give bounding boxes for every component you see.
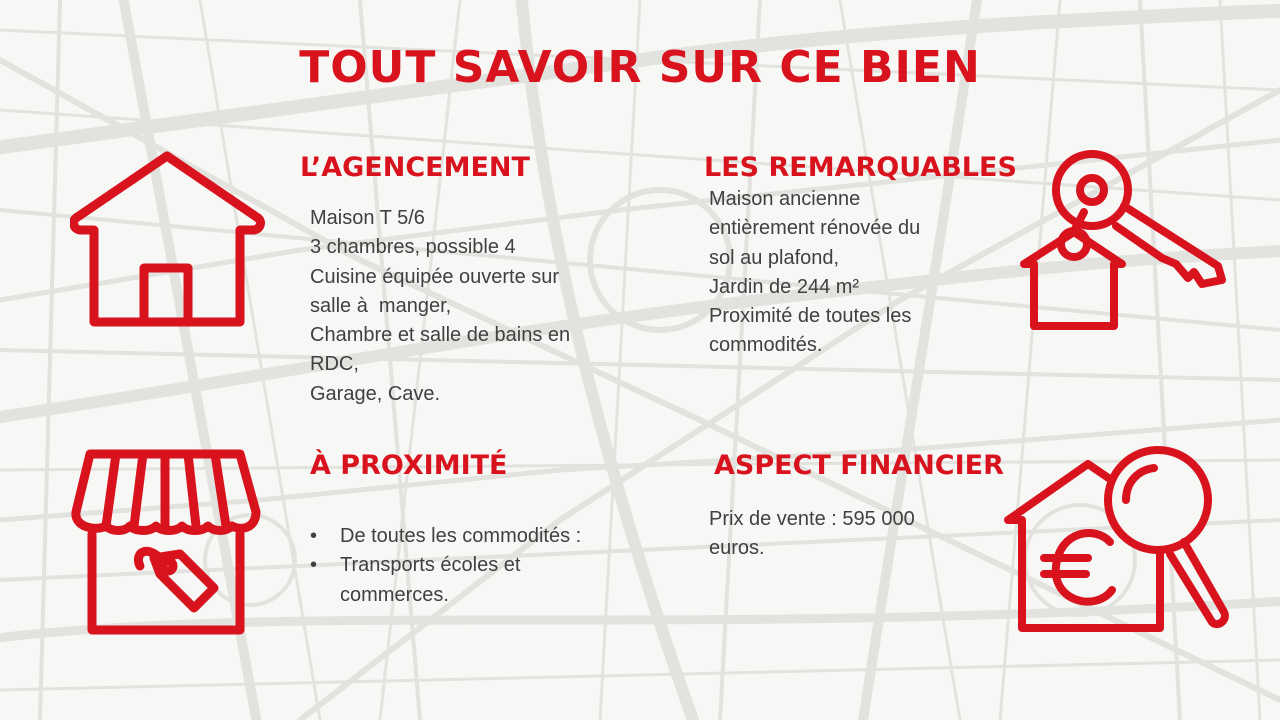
- list-item: [310, 522, 581, 551]
- agencement-text: [310, 204, 570, 409]
- house-icon: [70, 150, 265, 335]
- remarquables-line: sol au plafond,: [709, 246, 840, 269]
- agencement-line: RDC,: [310, 353, 359, 376]
- house-euro-search-icon: [1000, 442, 1240, 642]
- remarquables-text: [709, 185, 920, 361]
- agencement-line: salle à manger,: [310, 294, 452, 317]
- remarquables-line: Jardin de 244 m²: [709, 275, 860, 298]
- remarquables-line: Maison ancienne: [709, 188, 861, 210]
- remarquables-line: commodités.: [709, 334, 823, 357]
- agencement-line: Chambre et salle de bains en: [310, 324, 571, 347]
- agencement-line: Maison T 5/6: [310, 207, 425, 229]
- agencement-heading: L’AGENCEMENT: [300, 152, 530, 183]
- proximite-item-text: • Transports écoles et: [340, 554, 521, 577]
- price-line: Prix de vente : 595 000: [709, 508, 915, 530]
- financier-heading: ASPECT FINANCIER: [714, 450, 1004, 481]
- proximite-list: [310, 522, 581, 610]
- agencement-line: Garage, Cave.: [310, 382, 441, 405]
- financier-text: [709, 505, 915, 564]
- agencement-line: 3 chambres, possible 4: [310, 236, 516, 259]
- proximite-item-text: commerces.: [340, 583, 449, 606]
- list-item: [310, 551, 581, 610]
- proximite-item-text: • De toutes les commodités :: [340, 525, 582, 547]
- price-line: euros.: [709, 537, 765, 560]
- remarquables-line: Proximité de toutes les: [709, 305, 912, 328]
- remarquables-line: entièrement rénovée du: [709, 217, 921, 240]
- agencement-line: Cuisine équipée ouverte sur: [310, 265, 560, 288]
- proximite-heading: À PROXIMITÉ: [310, 450, 508, 481]
- remarquables-heading: LES REMARQUABLES: [704, 152, 1017, 183]
- page-title: TOUT SAVOIR SUR CE BIEN: [299, 42, 981, 93]
- house-key-icon: [1012, 148, 1232, 333]
- shop-icon: [68, 442, 263, 637]
